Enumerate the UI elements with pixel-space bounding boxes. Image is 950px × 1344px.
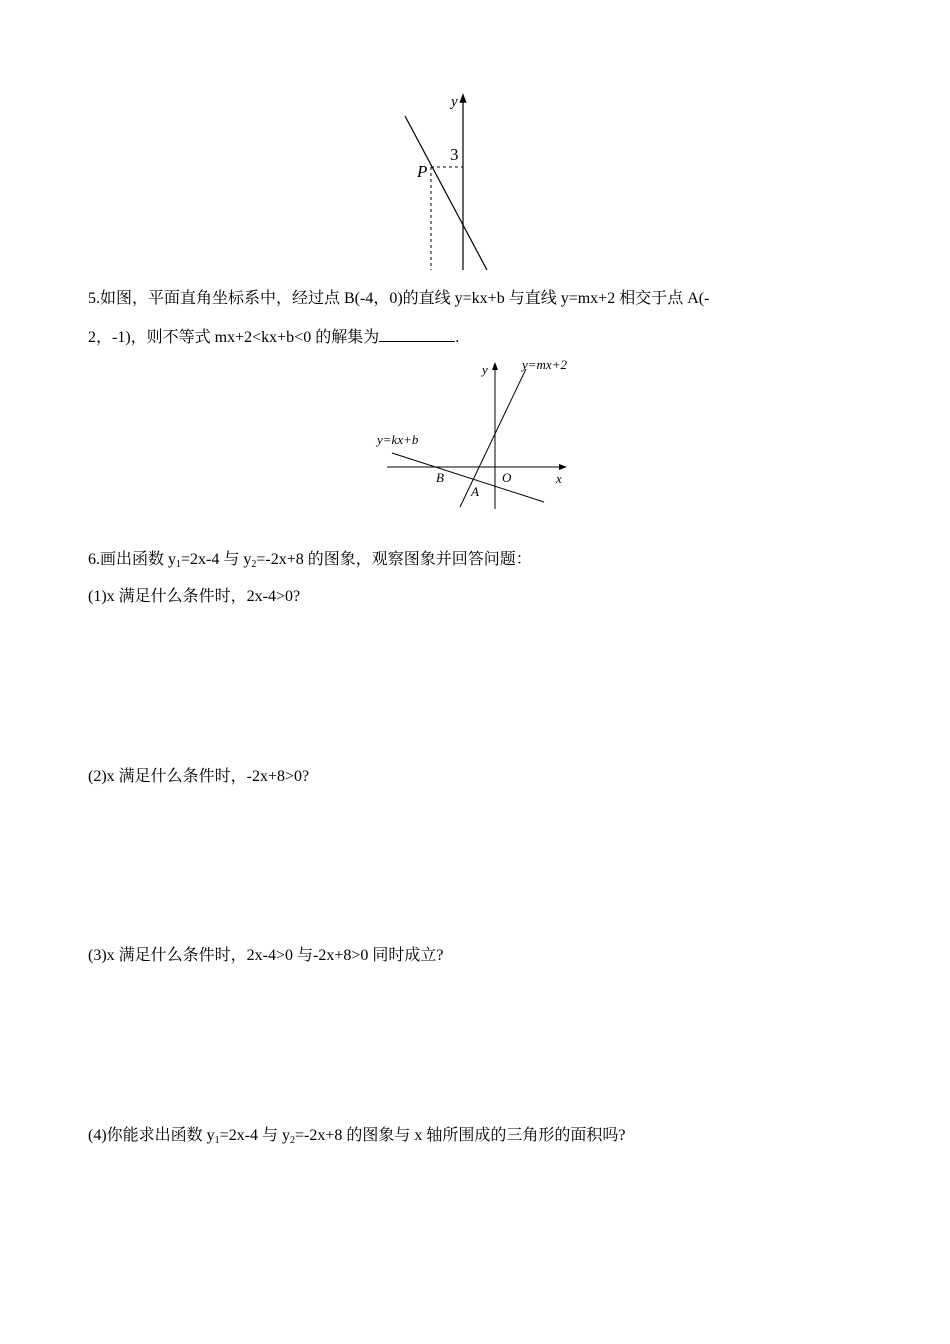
- q6-part2: (2)x 满足什么条件时，-2x+8>0?: [88, 768, 310, 785]
- figure-2: [370, 352, 585, 512]
- point-b-label: B: [436, 470, 444, 485]
- x-axis-label: x: [556, 471, 562, 486]
- origin-label: O: [502, 470, 512, 485]
- y-value-label: 3: [450, 145, 459, 164]
- q6-intro-part-b: =2x-4 与 y: [181, 551, 252, 568]
- q6-part4-a: (4)你能求出函数 y: [88, 1127, 215, 1144]
- answer-blank[interactable]: [379, 327, 455, 342]
- q5-line2-end: .: [455, 329, 460, 346]
- q6-intro: [88, 550, 532, 570]
- line1-label: y=kx+b: [377, 432, 419, 447]
- subscript-1: 1: [214, 1135, 220, 1146]
- line-y-mx-2: [460, 369, 526, 507]
- subscript-2: 2: [290, 1135, 296, 1146]
- y-axis-label: y: [451, 94, 458, 110]
- q5-line2-text: 2，-1)，则不等式 mx+2<kx+b<0 的解集为: [88, 329, 380, 346]
- point-a-label: A: [471, 484, 479, 499]
- q6-intro-part-c: =-2x+8 的图象，观察图象并回答问题：: [256, 551, 532, 568]
- figure-1: [395, 90, 505, 275]
- subscript-1: 1: [176, 559, 182, 570]
- point-p-label: P: [417, 162, 428, 181]
- q6-part4: [88, 1126, 626, 1146]
- q6-part3: (3)x 满足什么条件时，2x-4>0 与-2x+8>0 同时成立?: [88, 947, 444, 964]
- subscript-2: 2: [251, 559, 257, 570]
- line-y-kx-b: [392, 453, 544, 502]
- q6-part4-c: =-2x+8 的图象与 x 轴所围成的三角形的面积吗?: [295, 1127, 626, 1144]
- q6-part4-b: =2x-4 与 y: [219, 1127, 291, 1144]
- q6-part1: (1)x 满足什么条件时，2x-4>0?: [88, 588, 301, 605]
- y-axis-label: y: [482, 362, 488, 377]
- q6-intro-part-a: 6.画出函数 y: [88, 551, 177, 568]
- q5-line2: [88, 327, 459, 348]
- q5-line1: 5.如图，平面直角坐标系中，经过点 B(-4，0)的直线 y=kx+b 与直线 y=mx+2 相交于点 A(-: [88, 290, 710, 307]
- line2-label: y=mx+2: [522, 357, 567, 372]
- line-through-p: [405, 116, 487, 270]
